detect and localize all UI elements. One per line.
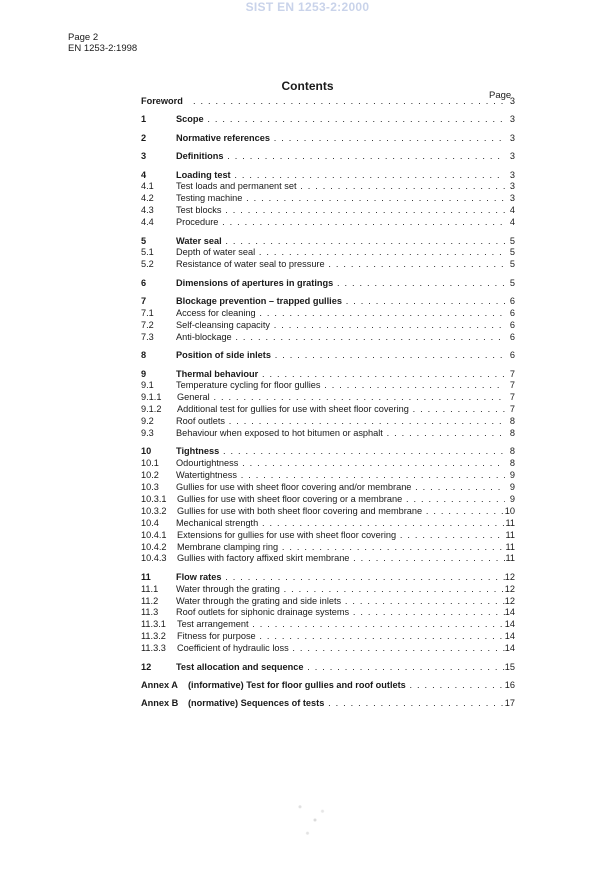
toc-entry[interactable] (141, 392, 515, 404)
toc-entry-number: 4 (141, 169, 147, 180)
toc-entry-page: 14 (504, 619, 515, 630)
toc-entry[interactable] (141, 458, 515, 470)
toc-entry-page: 8 (509, 427, 515, 438)
toc-entry[interactable] (141, 542, 515, 554)
toc-entry-title: Roof outlets . . . (176, 416, 505, 428)
toc-entry-number: 5.1 (141, 247, 154, 258)
toc-entry-title: Test blocks . . . (176, 205, 505, 217)
scan-artifact (285, 798, 335, 842)
toc-entry-title: Self-cleansing capacity . . . (176, 320, 505, 332)
toc-entry-title (193, 96, 505, 108)
toc-entry-page: 3 (509, 151, 515, 162)
toc-entry-number: Annex A (141, 679, 178, 690)
toc-entry-number: 7.1 (141, 307, 154, 318)
toc-entry-number: 3 (141, 151, 147, 162)
toc-entry-page: 8 (509, 446, 515, 457)
toc-entry-title: Blockage prevention – trapped gullies . . . (176, 296, 505, 308)
toc-entry-number: 7.2 (141, 319, 154, 330)
toc-entry[interactable] (141, 369, 515, 381)
toc-entry-title: Temperature cycling for floor gullies . . . (176, 380, 505, 392)
toc-entry-page: 11 (505, 553, 515, 564)
toc-entry-title: Water seal . . . (176, 236, 505, 248)
toc-entry-page: 9 (509, 482, 515, 493)
toc-entry-number: 9.1.1 (141, 392, 162, 403)
toc-entry[interactable] (141, 596, 515, 608)
page-column-label: Page (489, 90, 512, 101)
toc-entry[interactable] (141, 416, 515, 428)
document-id: EN 1253-2:1998 (68, 43, 138, 54)
page-number: Page 2 (68, 32, 99, 43)
toc-entry-page: 7 (509, 380, 515, 391)
toc-entry-number: 9 (141, 368, 147, 379)
toc-entry-page: 5 (509, 247, 515, 258)
toc-entry-page: 6 (509, 319, 515, 330)
toc-entry[interactable] (141, 662, 515, 674)
toc-entry-number: 11.3.3 (141, 643, 166, 654)
toc-entry[interactable] (141, 428, 515, 440)
toc-entry-title: Dimensions of apertures in gratings . . . (176, 278, 505, 290)
toc-entry-number: 10.4.2 (141, 541, 167, 552)
toc-entry-title: Gullies for use with both sheet floor covering and membrane . . . (177, 506, 505, 518)
toc-entry-number: 9.1.2 (141, 404, 162, 415)
toc-entry-title: Flow rates . . . (176, 572, 505, 584)
toc-entry-title: General . . . (177, 392, 505, 404)
toc-entry-page: 3 (509, 181, 515, 192)
toc-entry-number: 5 (141, 235, 147, 246)
toc-entry-number: 10.4.3 (141, 553, 167, 564)
toc-entry-title: Water through the grating . . . (176, 584, 505, 596)
toc-entry-title: Odourtightness . . . (176, 458, 505, 470)
toc-entry-page: 6 (509, 350, 515, 361)
toc-entry-number: 9.1 (141, 380, 154, 391)
toc-entry-title: Thermal behaviour . . . (176, 369, 505, 381)
toc-entry-page: 11 (505, 517, 515, 528)
toc-entry-page: 6 (509, 331, 515, 342)
toc-entry-title: Gullies for use with sheet floor covering or a membrane . . . (177, 494, 505, 506)
toc-entry-number: 11.3 (141, 607, 159, 618)
toc-entry-number: 5.2 (141, 259, 154, 270)
toc-entry-page: 16 (504, 679, 515, 690)
toc-entry-page: 15 (504, 661, 515, 672)
toc-entry-number: Foreword (141, 96, 183, 106)
toc-entry-title: (informative) Test for floor gullies and roof outlets . . . (188, 680, 505, 692)
toc-entry-page: 10 (504, 505, 515, 516)
toc-entry-number: 9.2 (141, 416, 154, 427)
contents-title: Contents (281, 79, 334, 93)
toc-entry-title: Extensions for gullies for use with sheet floor covering . . . (177, 530, 505, 542)
toc-entry[interactable] (141, 470, 515, 482)
toc-entry-page: 5 (509, 235, 515, 246)
toc-entry[interactable] (141, 217, 515, 229)
toc-entry-page: 5 (509, 277, 515, 288)
toc-entry-number: 10.3.2 (141, 505, 167, 516)
toc-entry-number: 11.3.1 (141, 619, 166, 630)
toc-entry-number: 10.1 (141, 458, 159, 469)
toc-entry-page: 4 (509, 217, 515, 228)
toc-entry-title: Gullies for use with sheet floor covering and/or membrane . . . (176, 482, 505, 494)
toc-entry[interactable] (141, 114, 515, 126)
toc-entry-page: 5 (509, 259, 515, 270)
toc-entry[interactable] (141, 259, 515, 271)
toc-entry[interactable] (141, 482, 515, 494)
toc-entry-title: Normative references . . . (176, 133, 505, 145)
toc-entry-title: Tightness . . . (176, 446, 505, 458)
toc-entry-number: 10.3 (141, 482, 159, 493)
toc-entry-title: Test loads and permanent set . . . (176, 181, 505, 193)
toc-entry-number: 12 (141, 661, 152, 672)
toc-entry[interactable] (141, 332, 515, 344)
toc-entry-page: 14 (504, 643, 515, 654)
toc-entry[interactable] (141, 278, 515, 290)
toc-entry[interactable] (141, 205, 515, 217)
toc-entry[interactable] (141, 446, 515, 458)
toc-entry[interactable] (141, 350, 515, 362)
toc-entry[interactable] (141, 607, 515, 619)
toc-entry-title: Loading test . . . (176, 170, 505, 182)
toc-entry[interactable] (141, 404, 515, 416)
toc-entry-page: 12 (504, 571, 515, 582)
toc-entry-number: 8 (141, 350, 147, 361)
toc-entry-number: 11 (141, 571, 151, 582)
toc-entry-title: Anti-blockage . . . (176, 332, 505, 344)
toc-entry[interactable] (141, 96, 515, 108)
toc-entry-page: 14 (504, 631, 515, 642)
toc-entry[interactable] (141, 236, 515, 248)
toc-entry[interactable] (141, 151, 515, 163)
toc-entry-number: 4.2 (141, 193, 154, 204)
toc-entry-page: 3 (509, 193, 515, 204)
toc-entry[interactable] (141, 553, 515, 565)
toc-entry[interactable] (141, 518, 515, 530)
toc-entry-number: 10.2 (141, 470, 159, 481)
toc-entry-title: Watertightness . . . (176, 470, 505, 482)
toc-entry-page: 3 (509, 169, 515, 180)
toc-entry-title: Definitions . . . (176, 151, 505, 163)
toc-entry-number: 7 (141, 296, 147, 307)
toc-entry-page: 3 (509, 132, 515, 143)
toc-entry-title: Depth of water seal . . . (176, 247, 505, 259)
toc-entry-number: 9.3 (141, 427, 154, 438)
toc-entry-number: 10 (141, 446, 152, 457)
toc-entry-title: Test allocation and sequence . . . (176, 662, 505, 674)
toc-entry-number: Annex B (141, 698, 179, 709)
toc-entry-page: 11 (505, 541, 515, 552)
table-of-contents (141, 96, 515, 710)
toc-entry-title: Roof outlets for siphonic drainage systems . . . (176, 607, 505, 619)
toc-entry-page: 9 (509, 470, 515, 481)
toc-entry-number: 2 (141, 132, 147, 143)
toc-entry-page: 6 (509, 307, 515, 318)
toc-entry-title: Fitness for purpose . . . (177, 631, 505, 643)
toc-entry[interactable] (141, 320, 515, 332)
toc-entry[interactable] (141, 530, 515, 542)
toc-entry-title: Gullies with factory affixed skirt membrane . . . (177, 553, 505, 565)
toc-entry-number: 7.3 (141, 331, 154, 342)
toc-entry[interactable] (141, 631, 515, 643)
toc-entry[interactable] (141, 643, 515, 655)
toc-entry[interactable] (141, 680, 515, 692)
toc-entry-page: 14 (504, 607, 515, 618)
toc-entry-title: Resistance of water seal to pressure . . . (176, 259, 505, 271)
toc-entry-title: Additional test for gullies for use with sheet floor covering . . . (177, 404, 505, 416)
toc-entry[interactable] (141, 193, 515, 205)
toc-entry-title: Scope . . . (176, 114, 505, 126)
toc-entry-number: 4.3 (141, 205, 154, 216)
toc-entry[interactable] (141, 698, 515, 710)
toc-entry-number: 10.3.1 (141, 493, 167, 504)
toc-entry-number: 4.1 (141, 181, 154, 192)
toc-entry-page: 8 (509, 458, 515, 469)
toc-entry[interactable] (141, 247, 515, 259)
toc-entry[interactable] (141, 619, 515, 631)
toc-entry-page: 6 (509, 296, 515, 307)
toc-entry-title: Test arrangement . . . (177, 619, 505, 631)
toc-entry[interactable] (141, 494, 515, 506)
watermark: SIST EN 1253-2:2000 (245, 0, 370, 14)
toc-entry-page: 7 (509, 404, 515, 415)
toc-entry[interactable] (141, 308, 515, 320)
toc-entry[interactable] (141, 380, 515, 392)
toc-entry-page: 8 (509, 416, 515, 427)
toc-entry-number: 11.1 (141, 583, 159, 594)
toc-entry[interactable] (141, 133, 515, 145)
toc-entry-title: Access for cleaning . . . (176, 308, 505, 320)
toc-entry-title: Behaviour when exposed to hot bitumen or asphalt . . . (176, 428, 505, 440)
toc-entry-page: 12 (504, 595, 515, 606)
toc-entry-title: Procedure . . . (176, 217, 505, 229)
toc-entry[interactable] (141, 506, 515, 518)
toc-entry-title: Water through the grating and side inlets . . . (176, 596, 505, 608)
toc-entry-number: 10.4.1 (141, 529, 167, 540)
toc-entry-title: Coefficient of hydraulic loss . . . (177, 643, 505, 655)
toc-entry-number: 4.4 (141, 217, 154, 228)
toc-entry-number: 6 (141, 277, 147, 288)
toc-entry[interactable] (141, 181, 515, 193)
toc-entry-page: 11 (505, 529, 515, 540)
toc-entry-number: 11.2 (141, 595, 159, 606)
toc-entry-page: 3 (509, 96, 515, 106)
toc-entry-page: 4 (509, 205, 515, 216)
toc-entry[interactable] (141, 584, 515, 596)
toc-entry-page: 7 (509, 392, 515, 403)
toc-entry-page: 12 (504, 583, 515, 594)
toc-entry[interactable] (141, 170, 515, 182)
toc-entry[interactable] (141, 572, 515, 584)
toc-entry-number: 1 (141, 114, 147, 125)
toc-entry-title: Membrane clamping ring . . . (177, 542, 505, 554)
toc-entry-page: 3 (509, 114, 515, 125)
toc-entry-page: 17 (504, 698, 515, 709)
toc-entry[interactable] (141, 296, 515, 308)
toc-entry-number: 11.3.2 (141, 631, 166, 642)
toc-entry-page: 9 (509, 493, 515, 504)
toc-entry-page: 7 (509, 368, 515, 379)
toc-entry-title: Testing machine . . . (176, 193, 505, 205)
toc-entry-title: (normative) Sequences of tests . . . (188, 698, 505, 710)
toc-entry-title: Position of side inlets . . . (176, 350, 505, 362)
toc-entry-title: Mechanical strength . . . (176, 518, 505, 530)
toc-entry-number: 10.4 (141, 517, 159, 528)
